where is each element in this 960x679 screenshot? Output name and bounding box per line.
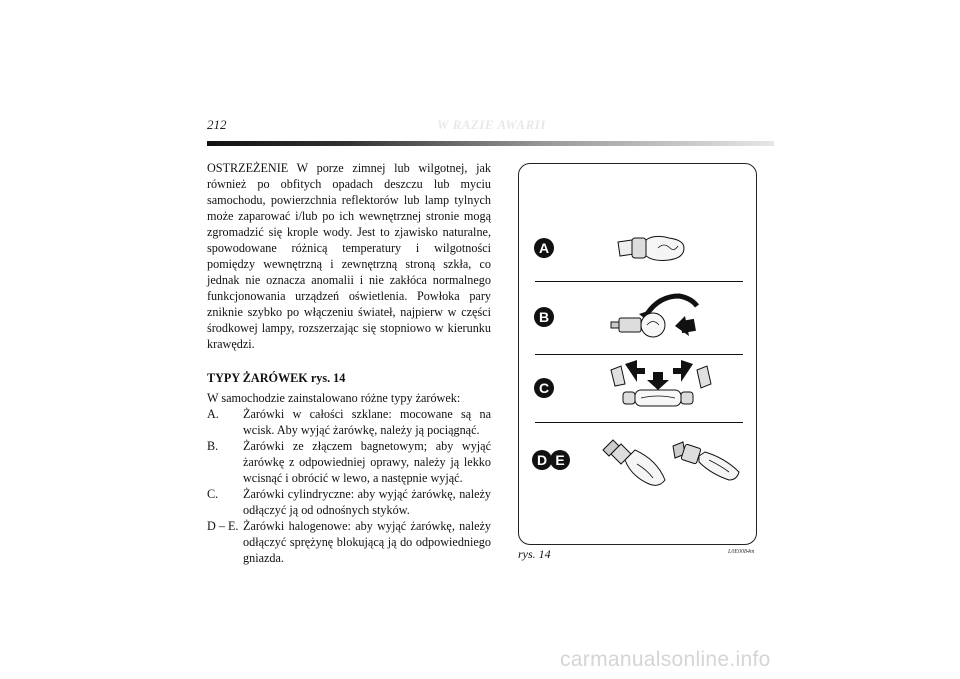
list-item	[207, 518, 491, 566]
page-header	[207, 117, 767, 137]
section-title: W RAZIE AWARII	[437, 117, 546, 132]
list-item-text: Żarówki cylindryczne: aby wyjąć żarówkę, należy odłączyć ją od odnośnych styków.	[243, 487, 491, 517]
page-number: 212	[207, 117, 227, 132]
list-item-label: D – E.	[207, 519, 239, 533]
text-column	[207, 160, 491, 566]
list-item-label: A.	[207, 407, 219, 421]
list-item-text: Żarówki halogenowe: aby wyjąć żarówkę, należy odłączyć sprężynę blokującą ją do odpowiedniego gniazda.	[243, 519, 491, 565]
label-a: A	[534, 238, 554, 258]
list-item-label: C.	[207, 487, 219, 501]
intro-paragraph: W samochodzie zainstalowano różne typy żarówek:	[207, 391, 461, 405]
bulb-e-icon	[669, 440, 744, 490]
watermark: carmanualsonline.info	[560, 648, 771, 671]
bulb-d-icon	[599, 436, 669, 496]
header-rule	[207, 141, 774, 146]
warning-paragraph: OSTRZEŻENIE W porze zimnej lub wilgotnej, jak również po obfitych opadach deszczu lub myciu samochodu, powierzchnia reflektorów lub lamp tylnych może zaparować i/lub po ich wewnętrznej stronie mogą zgromadzić się krople wody. Jest to zjawisko naturalne, spowodowane różnicą temperatury i wilgotności pomiędzy wewnętrzną i zewnętrzną stroną szkła, co jednak nie oznacza anomalii i nie zakłóca normalnego funkcjonowania urządzeń oświetlenia. Powłoka pary zniknie szybko po włączeniu świateł, najpierw w części środkowej lampy, rozszerzając się stopniowo w kierunku krawędzi.	[207, 161, 491, 351]
list-item	[207, 486, 491, 518]
bulb-figure	[518, 163, 757, 545]
list-item	[207, 438, 491, 486]
bulb-b-icon	[609, 292, 709, 352]
label-c: C	[534, 378, 554, 398]
label-e: E	[550, 450, 570, 470]
list-item-text: Żarówki w całości szklane: mocowane są na wcisk. Aby wyjąć żarówkę, należy ją pociągnąć.	[243, 407, 491, 437]
bulb-c-icon	[607, 360, 717, 416]
list-item	[207, 406, 491, 438]
bulb-a-icon	[614, 228, 694, 268]
label-b: B	[534, 307, 554, 327]
list-item-label: B.	[207, 439, 219, 453]
figure-divider	[535, 422, 743, 423]
label-d: D	[532, 450, 552, 470]
list-item-text: Żarówki ze złączem bagnetowym; aby wyjąć żarówkę z odpowiedniej oprawy, należy ją lekko wcisnąć i obrócić w lewo, a następnie wyjąć.	[243, 439, 491, 485]
bulb-types-heading: TYPY ŻARÓWEK rys. 14	[207, 371, 346, 385]
figure-caption: rys. 14	[518, 547, 551, 561]
figure-divider	[535, 354, 743, 355]
figure-divider	[535, 281, 743, 282]
figure-code: L0E0084m	[728, 549, 755, 555]
